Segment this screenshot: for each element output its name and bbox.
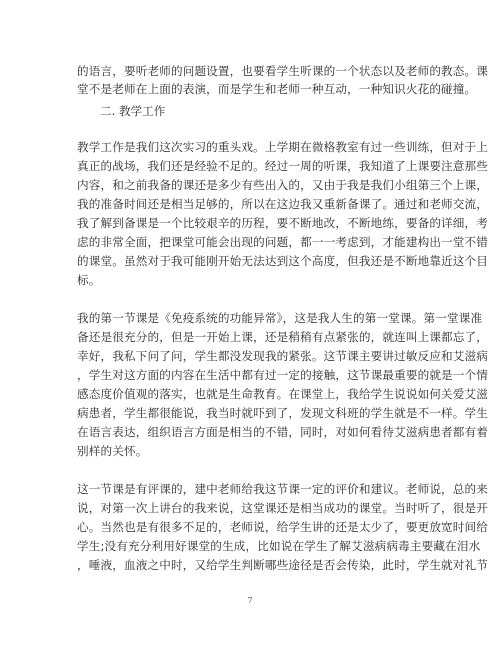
paragraph-3-line-7: 在语言表达，组织语言方面是相当的不错，同时，对如何看待艾滋病患者都有着 [77,425,489,439]
paragraph-2-line-6: 虑的非常全面，把课堂可能会出现的问题，都一一考虑到，才能建构出一堂不错 [77,235,489,249]
paragraph-2-line-5: 我了解到备课是一个比较艰辛的历程，要不断地改，不断地练，要备的详细，考 [77,216,489,230]
paragraph-2-line-2: 真正的战场，我们还是经验不足的。经过一周的听课，我知道了上课要注意那些 [77,159,489,173]
paragraph-4-line-5: ，唾液，血液之中时，又给学生判断哪些途径是否会传染，此时，学生就对礼节 [77,558,489,572]
page-number: 7 [247,596,253,605]
paragraph-2-line-1: 教学工作是我们这次实习的重头戏。上学期在微格教室有过一些训练，但对于上 [77,140,489,154]
paragraph-3-line-4: ，学生对这方面的内容在生活中都有过一定的接触，这节课最重要的就是一个情 [77,368,489,382]
paragraph-3-line-6: 病患者，学生都很能说，我当时就吓到了，发现文科班的学生就是不一样。学生 [77,406,489,420]
paragraph-3-line-8: 别样的关怀。 [77,444,148,458]
paragraph-4-line-2: 说，对第一次上讲台的我来说，这堂课还是相当成功的课堂。当时听了，很是开 [77,501,489,515]
paragraph-1-line-1: 的语言，要听老师的问题设置，也要看学生听课的一个状态以及老师的教态。课 [77,64,489,78]
paragraph-1-line-2: 堂不是老师在上面的表演，而是学生和老师一种互动，一种知识火花的碰撞。 [77,82,477,96]
paragraph-2-line-8: 标。 [77,273,101,287]
paragraph-3-line-1: 我的第一节课是《免疫系统的功能异常》，这是我人生的第一堂课。第一堂课准 [77,311,483,325]
paragraph-2-line-3: 内容，和之前我备的课还是多少有些出入的，又由于我是我们小组第三个上课， [77,178,489,192]
paragraph-2-line-4: 我的准备时间还是相当足够的，所以在这边我又重新备课了。通过和老师交流， [77,197,489,211]
paragraph-4-line-3: 心。当然也是有很多不足的，老师说，给学生讲的还是太少了，要更放宽时间给 [77,520,489,534]
paragraph-3-line-5: 感态度价值观的落实，也就是生命教育。在课堂上，我给学生说说如何关爱艾滋 [77,387,489,401]
paragraph-3-line-3: 幸好，我私下问了问，学生都没发现我的紧张。这节课主要讲过敏反应和艾滋病 [77,349,489,363]
paragraph-3-line-2: 备还是很充分的，但是一开始上课，还是稍稍有点紧张的，就连叫上课都忘了， [77,330,489,344]
paragraph-2-line-7: 的课堂。虽然对于我可能刚开始无法达到这个高度，但我还是不断地靠近这个目 [77,254,489,268]
section-heading: 二. 教学工作 [100,104,166,118]
paragraph-4-line-4: 学生;没有充分利用好课堂的生成，比如说在学生了解艾滋病病毒主要藏在泪水 [77,539,481,553]
paragraph-4-line-1: 这一节课是有评课的，建中老师给我这节课一定的评价和建议。老师说，总的来 [77,482,489,496]
